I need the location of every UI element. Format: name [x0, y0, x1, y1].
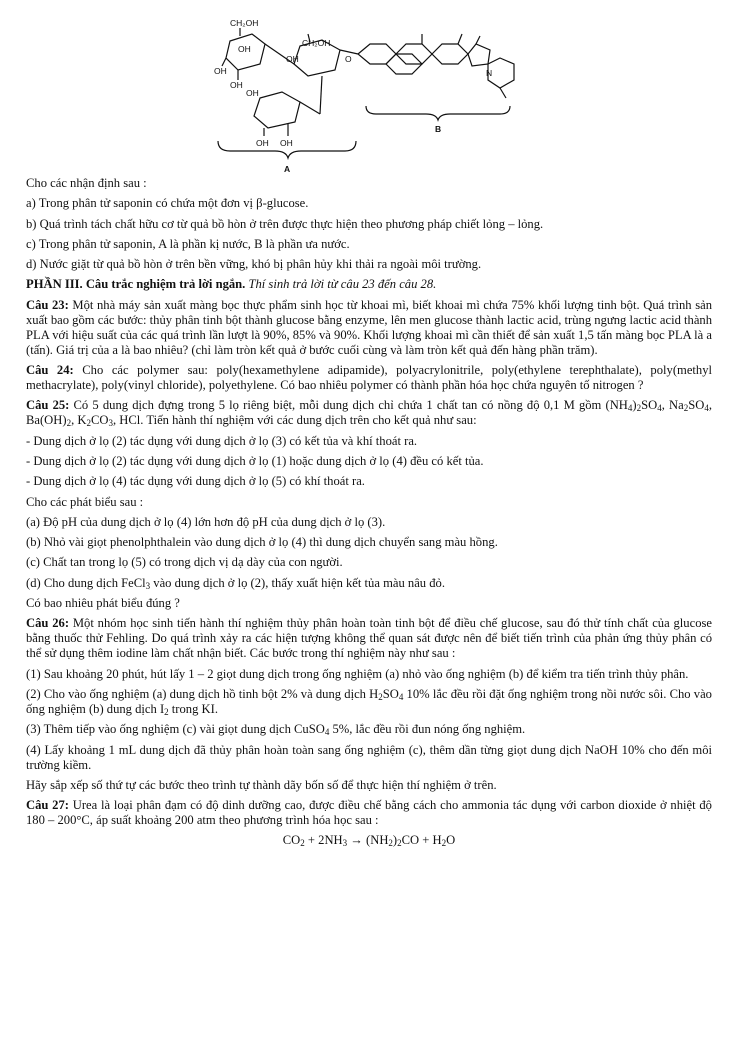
- eq-text-3: → (NH: [347, 833, 389, 848]
- q25-text-7: , K: [71, 413, 87, 428]
- q25-sub-6: 2: [66, 418, 72, 429]
- q26-step3-text-2: 5%, lắc đều rồi đun nóng ống nghiệm.: [329, 722, 526, 737]
- saponin-structure-figure: [200, 6, 530, 176]
- eq-sub-3: 2: [388, 838, 393, 849]
- label-oh-7: OH: [280, 138, 293, 148]
- q26-step-1: (1) Sau khoảng 20 phút, hút lấy 1 – 2 giọt dung dịch trong ống nghiệm (a) nhỏ vào ống nghiệm (b) để kiểm tra tiến trình thủy phân.: [26, 666, 689, 681]
- urea-equation: [26, 833, 712, 848]
- eq-sub-5: 2: [441, 838, 447, 849]
- q26-label: Câu 26:: [26, 616, 70, 631]
- statement-b: b) Quá trình tách chất hữu cơ từ quả bồ hòn ở trên được thực hiện theo phương pháp chiết lỏng – lỏng.: [26, 216, 544, 231]
- q25-text-6: , Ba(OH): [26, 398, 712, 428]
- q26-step3-sub: 4: [324, 727, 330, 738]
- part3-instruction: Thí sinh trả lời từ câu 23 đến câu 28.: [248, 277, 437, 292]
- q25-claim-d-sub: 3: [145, 580, 151, 591]
- q27-label: Câu 27:: [26, 798, 69, 813]
- label-oh-5: OH: [246, 88, 259, 98]
- eq-sub-1: 2: [300, 838, 305, 849]
- q25-ask: Có bao nhiêu phát biểu đúng ?: [26, 596, 180, 611]
- q25-sub-5: 4: [704, 403, 709, 414]
- eq-text-2: + 2NH: [304, 833, 343, 848]
- q26-ask: Hãy sắp xếp số thứ tự các bước theo trình tự thành dãy bốn số để thực hiện thí nghiệm ở trên.: [26, 777, 497, 792]
- question-25: [26, 398, 712, 428]
- q26-step2-text-4: trong KI.: [168, 701, 218, 716]
- label-part-a: A: [284, 164, 291, 174]
- q25-sub-7: 2: [86, 418, 91, 429]
- q25-sub-8: 3: [108, 418, 113, 429]
- q25-claim-d-text-1: (d) Cho dung dịch FeCl: [26, 575, 146, 590]
- q23-label: Câu 23:: [26, 297, 69, 312]
- q26-step-2: [26, 687, 712, 717]
- statement-c: c) Trong phân tử saponin, A là phần kị nước, B là phần ưa nước.: [26, 236, 350, 251]
- q25-text-4: , Na: [661, 398, 684, 413]
- q26-step2-sub-1: 2: [378, 691, 383, 702]
- label-oh-3: OH: [230, 80, 243, 90]
- q25-claim-c: (c) Chất tan trong lọ (5) có trong dịch vị dạ dày của con người.: [26, 555, 343, 570]
- q25-claim-d: [26, 576, 712, 591]
- label-oh-2: OH: [214, 66, 227, 76]
- q25-text-1: Có 5 dung dịch đựng trong 5 lọ riêng biệt, mỗi dung dịch chỉ chứa 1 chất tan có nồng độ 0,1 M gồm (NH: [73, 398, 628, 413]
- q25-sub-3: 4: [657, 403, 662, 414]
- q23-text: Một nhà máy sản xuất màng bọc thực phẩm sinh học từ khoai mì, biết khoai mì chứa 75% khối lượng tinh bột. Quá trình sản xuất bao gồm các bước: thủy phân tinh bột thành glucose bằng enzyme, lên men glucose thành lactic acid, trùng ngưng lactic acid thành PLA với hiệu suất của các quá trình lần lượt là 90%, 85% và 90%. Khối lượng khoai mì cần thiết để sản xuất 1,5 tấn màng bọc PLA là a (tấn). Giá trị của a là bao nhiêu? (chỉ làm tròn kết quả ở bước cuối cùng và làm tròn kết quả đến hàng phần trăm).: [26, 297, 712, 357]
- label-part-b: B: [435, 124, 442, 134]
- label-ch2oh-2: CH₂OH: [302, 38, 331, 48]
- eq-sub-2: 3: [342, 838, 348, 849]
- eq-text-6: O: [446, 833, 456, 848]
- q26-step-3: [26, 722, 712, 737]
- q26-step2-sub-2: 4: [398, 691, 404, 702]
- label-ch2oh-1: CH₂OH: [230, 18, 259, 28]
- q26-step3-text-1: (3) Thêm tiếp vào ống nghiệm (c) vài giọt dung dịch CuSO: [26, 722, 325, 737]
- q26-step2-sub-3: 2: [164, 706, 169, 717]
- q26-text: Một nhóm học sinh tiến hành thí nghiệm thủy phân hoàn toàn tinh bột để điều chế glucose, sau đó thử tính chất của glucose bằng thuốc thử Fehling. Do quá trình xảy ra các hiện tượng không thể quan sát được nên để biết tiến trình của phản ứng thủy phân có thể sử dụng thêm iodine làm chất nhận biết. Các bước trong thí nghiệm này như sau :: [26, 616, 712, 661]
- question-26: [26, 616, 712, 661]
- label-oh-1: OH: [238, 44, 251, 54]
- q26-step2-text-2: SO: [382, 686, 399, 701]
- q25-text-9: , HCl. Tiến hành thí nghiệm với các dung dịch trên cho kết quả như sau:: [112, 413, 477, 428]
- question-27: [26, 798, 712, 828]
- label-o-link: O: [345, 54, 352, 64]
- q25-claim-b: (b) Nhỏ vài giọt phenolphthalein vào dung dịch ở lọ (4) thì dung dịch chuyển sang màu hồng.: [26, 535, 498, 550]
- q25-sub-2: 2: [636, 403, 642, 414]
- q25-label: Câu 25:: [26, 398, 70, 413]
- statement-d: d) Nước giặt từ quả bồ hòn ở trên bền vững, khó bị phân hủy khi thải ra ngoài môi trường.: [26, 257, 482, 272]
- q25-claim-d-text-2: vào dung dịch ở lọ (2), thấy xuất hiện kết tủa màu nâu đỏ.: [150, 575, 445, 590]
- q25-claims-intro: Cho các phát biểu sau :: [26, 494, 144, 509]
- question-24: [26, 363, 712, 393]
- q25-sub-4: 2: [683, 403, 689, 414]
- q25-observation-2: - Dung dịch ở lọ (2) tác dụng với dung dịch ở lọ (1) hoặc dung dịch ở lọ (4) đều có kết tủa.: [26, 453, 484, 468]
- label-oh-4: OH: [286, 54, 299, 64]
- q25-text-8: CO: [90, 413, 109, 428]
- q27-text: Urea là loại phân đạm có độ dinh dưỡng cao, được điều chế bằng cách cho ammonia tác dụng với carbon dioxide ở nhiệt độ 180 – 200°C, áp suất khoảng 200 atm theo phương trình hóa học sau :: [26, 798, 712, 828]
- q25-observation-1: - Dung dịch ở lọ (2) tác dụng với dung dịch ở lọ (3) có kết tủa và khí thoát ra.: [26, 433, 418, 448]
- statement-a: a) Trong phân tử saponin có chứa một đơn vị β-glucose.: [26, 196, 309, 211]
- q25-sub-1: 4: [627, 403, 633, 414]
- q26-step-4: (4) Lấy khoảng 1 mL dung dịch đã thủy phân hoàn toàn sang ống nghiệm (c), thêm dần từng giọt dung dịch NaOH 10% cho đến môi trường kiềm.: [26, 742, 712, 772]
- part3-title: PHẦN III. Câu trắc nghiệm trả lời ngắn.: [26, 277, 246, 292]
- q26-step2-text-3: 10% lắc đều rồi đặt ống nghiệm trong nồi nước sôi. Cho vào ống nghiệm (b) dung dịch I: [26, 686, 712, 716]
- statements-intro: Cho các nhận định sau :: [26, 176, 147, 190]
- q25-text-2: ): [632, 398, 637, 413]
- q24-text: Cho các polymer sau: poly(hexamethylene adipamide), polyacrylonitrile, poly(ethylene terephthalate), poly(methyl methacrylate), poly(vinyl chloride), polyethylene. Có bao nhiêu polymer có thành phần hóa học chứa nguyên tố nitrogen ?: [26, 363, 712, 393]
- q25-text-3: SO: [641, 398, 658, 413]
- eq-text-1: CO: [282, 833, 301, 848]
- eq-text-4: ): [392, 833, 398, 848]
- eq-text-5: CO + H: [401, 833, 442, 848]
- question-23: [26, 298, 712, 358]
- eq-sub-4: 2: [397, 838, 402, 849]
- part3-header: [26, 277, 712, 292]
- label-oh-6: OH: [256, 138, 269, 148]
- q25-observation-3: - Dung dịch ở lọ (4) tác dụng với dung dịch ở lọ (5) có khí thoát ra.: [26, 474, 365, 489]
- document-body: [26, 176, 712, 854]
- q26-step2-text-1: (2) Cho vào ống nghiệm (a) dung dịch hồ tinh bột 2% và dung dịch H: [26, 686, 379, 701]
- q25-claim-a: (a) Độ pH của dung dịch ở lọ (4) lớn hơn độ pH của dung dịch ở lọ (3).: [26, 514, 386, 529]
- q25-text-5: SO: [688, 398, 705, 413]
- q24-label: Câu 24:: [26, 363, 74, 378]
- label-nitrogen: N: [486, 68, 493, 78]
